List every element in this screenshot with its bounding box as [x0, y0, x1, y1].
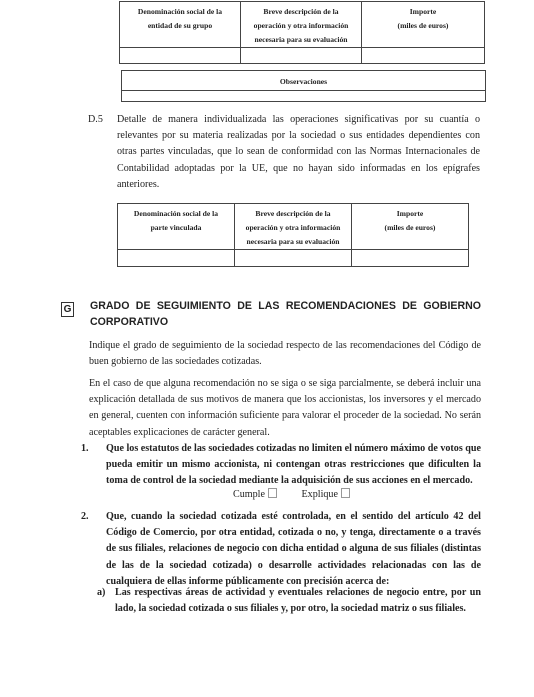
- observaciones-box: [121, 70, 486, 102]
- table-header-row: [118, 204, 469, 250]
- d5-paragraph: Detalle de manera individualizada las operaciones significativas por su cuantía o relevantes por su materia realizadas por la sociedad o sus entidades dependientes con otras partes vinculadas, que lo sean de conformidad con las Normas Internacionales de Contabilidad adoptadas por la UE, que no hayan sido informadas en los epígrafes anteriores.: [117, 114, 480, 190]
- column-header-amount: Importe (miles de euros): [352, 204, 469, 250]
- recommendation-2a-text: Las respectivas áreas de actividad y eventuales relaciones de negocio entre, por un lado, la sociedad cotizada o sus filiales y, por otro, la sociedad matriz o sus filiales.: [115, 587, 481, 615]
- column-header-amount: Importe (miles de euros): [362, 2, 485, 48]
- explique-label: Explique: [301, 489, 338, 500]
- table-cell: [120, 48, 241, 64]
- table-row: [120, 48, 485, 64]
- column-header-description: Breve descripción de la operación y otra información necesaria para su evaluación: [235, 204, 352, 250]
- observaciones-label: Observaciones: [122, 71, 485, 91]
- cumple-label: Cumple: [233, 489, 265, 500]
- section-g-title: GRADO DE SEGUIMIENTO DE LAS RECOMENDACIONES DE GOBIERNO CORPORATIVO: [90, 300, 481, 328]
- column-header-description: Breve descripción de la operación y otra información necesaria para su evaluación: [241, 2, 362, 48]
- section-g-intro-2: En el caso de que alguna recomendación no se siga o se siga parcialmente, se deberá incluir una explicación detallada de sus motivos de manera que los accionistas, los inversores y el mercado en general, cuenten con información suficiente para valorar el proceder de la sociedad. No serán aceptables explicaciones de carácter general.: [89, 378, 481, 438]
- column-header-related-party: Denominación social de la parte vinculada: [118, 204, 235, 250]
- column-header-entity: Denominación social de la entidad de su grupo: [120, 2, 241, 48]
- recommendation-2-number: 2.: [81, 511, 89, 522]
- table-header-row: [120, 2, 485, 48]
- recommendation-1-options: [233, 487, 350, 503]
- table-cell: [362, 48, 485, 64]
- section-number-d5: D.5: [88, 114, 103, 125]
- table-cell: [235, 250, 352, 267]
- recommendation-2-text: Que, cuando la sociedad cotizada esté controlada, en el sentido del artículo 42 del Código de Comercio, por otra entidad, cotizada o no, y tenga, directamente o a través de sus filiales, relaciones de negocio con dicha entidad o alguna de sus filiales (distintas de las de la sociedad cotizada) o desarrolle actividades relacionadas con las de cualquiera de ellas informe públicamente con precisión acerca de:: [106, 511, 481, 587]
- table-row: [118, 250, 469, 267]
- explique-checkbox[interactable]: [341, 488, 350, 498]
- table-cell: [118, 250, 235, 267]
- table-cell: [241, 48, 362, 64]
- section-g-intro-1: Indique el grado de seguimiento de la sociedad respecto de las recomendaciones del Código de buen gobierno de las sociedades cotizadas.: [89, 340, 481, 368]
- recommendation-2a-label: a): [97, 587, 106, 598]
- table-cell: [352, 250, 469, 267]
- section-letter-g: G: [61, 302, 74, 317]
- cumple-checkbox[interactable]: [268, 488, 277, 498]
- recommendation-1-number: 1.: [81, 443, 89, 454]
- recommendation-1-text: Que los estatutos de las sociedades cotizadas no limiten el número máximo de votos que pueda emitir un mismo accionista, ni contengan otras restricciones que dificulten la toma de control de la sociedad mediante la adquisición de sus acciones en el mercado.: [106, 443, 481, 487]
- group-entity-operations-table: [119, 1, 485, 64]
- related-party-operations-table: [117, 203, 469, 267]
